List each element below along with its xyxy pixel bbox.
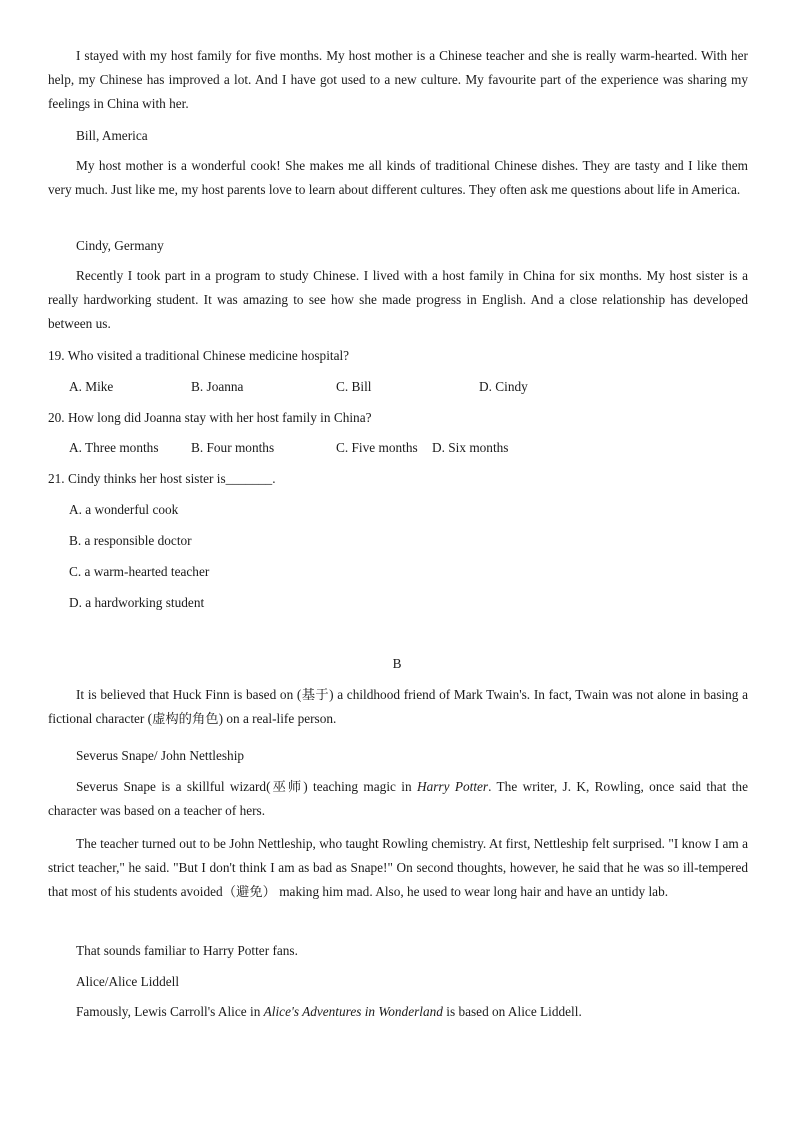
- answer-option: D. Cindy: [479, 379, 528, 394]
- answer-option: D. a hardworking student: [69, 595, 205, 610]
- question-stem: 20. How long did Joanna stay with her host family in China?: [48, 410, 372, 425]
- cindy-name: Cindy, Germany: [76, 238, 164, 253]
- alice-text-pre: Famously, Lewis Carroll's Alice in: [76, 1004, 264, 1019]
- cindy-paragraph: Recently I took part in a program to study Chinese. I lived with a host family in China for six months. My host sister is a really hardworking student. It was amazing to see how she made progress in English. And a close relationship has developed between us.: [48, 268, 748, 331]
- answer-option: B. Joanna: [191, 379, 244, 394]
- answer-option: C. Five months: [336, 440, 418, 455]
- alice-text-post: is based on Alice Liddell.: [442, 1004, 582, 1019]
- answer-option: C. Bill: [336, 379, 372, 394]
- nettleship-paragraph: The teacher turned out to be John Nettleship, who taught Rowling chemistry. At first, Nettleship felt surprised. "I know I am a strict teacher," he said. "But I don't think I am as bad as Snape!" On second thoughts, however, he said that he was so ill-tempered that most of his students avoided（避免） making him mad. Also, he used to wear long hair and have an untidy lab.: [48, 836, 748, 899]
- answer-option: B. a responsible doctor: [69, 533, 192, 548]
- question-stem: 21. Cindy thinks her host sister is_______.: [48, 471, 276, 486]
- joanna-paragraph: I stayed with my host family for five months. My host mother is a Chinese teacher and she is really warm-hearted. With her help, my Chinese has improved a lot. And I have got used to a new culture. My favourite part of the experience was sharing my feelings in China with her.: [48, 48, 748, 111]
- bill-name: Bill, America: [76, 128, 148, 143]
- question-stem: 19. Who visited a traditional Chinese medicine hospital?: [48, 348, 350, 363]
- familiar-sentence: That sounds familiar to Harry Potter fans.: [76, 943, 298, 958]
- book-title-alice: Alice's Adventures in Wonderland: [263, 1004, 443, 1019]
- bill-paragraph: My host mother is a wonderful cook! She makes me all kinds of traditional Chinese dishes. They are tasty and I like them very much. Just like me, my host parents love to learn about different cultures. They often ask me questions about life in America.: [48, 158, 748, 197]
- section-label: B: [392, 656, 402, 671]
- snape-text-post: . The writer, J. K, Rowling, once said that the character was based on a teacher of hers.: [48, 779, 748, 818]
- intro-paragraph: It is believed that Huck Finn is based on (基于) a childhood friend of Mark Twain's. In fact, Twain was not alone in basing a fictional character (虚构的角色) on a real-life person.: [48, 687, 748, 726]
- snape-text-pre: Severus Snape is a skillful wizard(巫师) teaching magic in: [76, 779, 417, 794]
- answer-option: A. a wonderful cook: [69, 502, 179, 517]
- snape-paragraph: [48, 775, 748, 823]
- answer-option: A. Three months: [69, 440, 159, 455]
- subheading-alice: Alice/Alice Liddell: [76, 974, 180, 989]
- answer-option: B. Four months: [191, 440, 275, 455]
- alice-paragraph: [48, 1000, 748, 1024]
- book-title-harry-potter: Harry Potter: [417, 779, 489, 794]
- answer-option: C. a warm-hearted teacher: [69, 564, 210, 579]
- answer-option: A. Mike: [69, 379, 114, 394]
- answer-option: D. Six months: [432, 440, 509, 455]
- subheading-snape: Severus Snape/ John Nettleship: [76, 748, 245, 763]
